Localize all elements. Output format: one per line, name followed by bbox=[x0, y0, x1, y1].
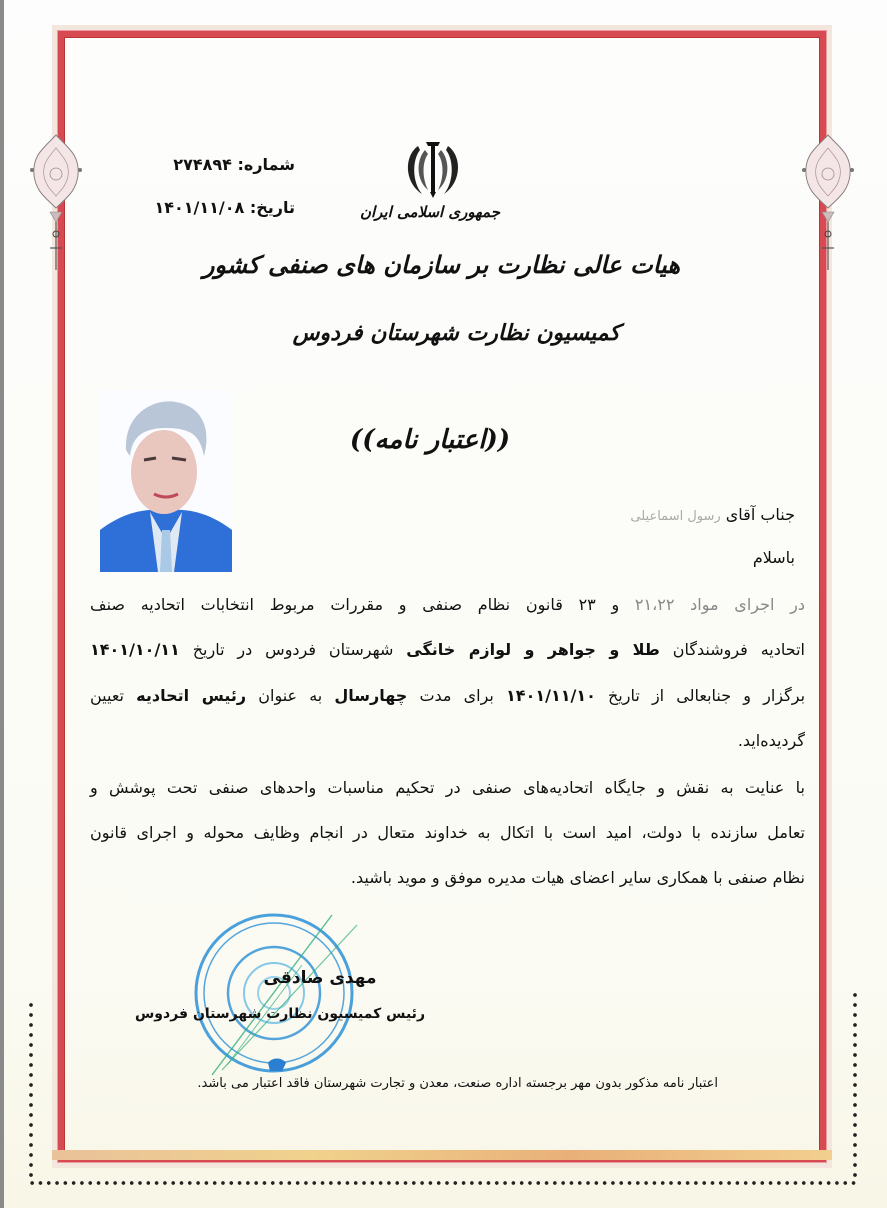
paragraph2-line: نظام صنفی با همکاری سایر اعضای هیات مدیره موفق و موید باشید. bbox=[350, 868, 805, 887]
text-run: برای مدت bbox=[407, 686, 507, 705]
number-value: ۲۷۴۸۹۴ bbox=[173, 155, 232, 174]
dotted-border-bottom bbox=[28, 1180, 858, 1186]
greeting: باسلام bbox=[752, 548, 795, 567]
dotted-border-left bbox=[28, 1000, 34, 1180]
text-run: ۱۴۰۱/۱۰/۱۱ bbox=[90, 640, 180, 659]
number-label: شماره: bbox=[237, 155, 295, 174]
paragraph1-line bbox=[90, 686, 805, 705]
paragraph1-line bbox=[90, 595, 805, 614]
gold-border-strip bbox=[52, 1150, 832, 1160]
paragraph1-line bbox=[90, 640, 805, 659]
text-run: برگزار و جنابعالی از تاریخ bbox=[595, 686, 806, 705]
dotted-border-right bbox=[852, 990, 858, 1182]
scan-edge bbox=[0, 0, 4, 1208]
text-run: به عنوان bbox=[246, 686, 335, 705]
text-run: اتحادیه فروشندگان bbox=[659, 640, 805, 659]
text-run: طلا و جواهر و لوازم خانگی bbox=[406, 640, 660, 659]
text-run: رئیس اتحادیه bbox=[136, 686, 247, 705]
text-run: شهرستان فردوس در تاریخ bbox=[179, 640, 407, 659]
signer-name: مهدی صادقی bbox=[263, 968, 377, 988]
recipient-line bbox=[430, 505, 795, 524]
right-ornament-icon bbox=[800, 130, 856, 280]
portrait-photo bbox=[100, 390, 232, 572]
date-value: ۱۴۰۱/۱۱/۰۸ bbox=[154, 198, 245, 217]
validity-footnote: اعتبار نامه مذکور بدون مهر برجسته اداره صنعت، معدن و تجارت شهرستان فاقد اعتبار می باشد. bbox=[197, 1076, 718, 1091]
recipient-name: رسول اسماعیلی bbox=[630, 509, 721, 524]
text-run: گردیده‌اید. bbox=[737, 731, 805, 750]
left-ornament-icon bbox=[28, 130, 84, 280]
recipient-prefix: جناب آقای bbox=[725, 505, 795, 524]
text-run: ۱۴۰۱/۱۱/۱۰ bbox=[506, 686, 596, 705]
text-run: تعیین bbox=[90, 686, 137, 705]
commission-title: کمیسیون نظارت شهرستان فردوس bbox=[292, 320, 620, 346]
paragraph2-line: با عنایت به نقش و جایگاه اتحادیه‌های صنفی در تحکیم مناسبات واحدهای صنفی تحت پوشش و bbox=[90, 778, 805, 797]
official-seal-stamp bbox=[182, 905, 367, 1080]
text-run: در اجرای مواد bbox=[674, 595, 806, 614]
paragraph2-line: تعامل سازنده با دولت، امید است با اتکال به خداوند متعال در انجام وظایف محوله و اجرای قانون bbox=[90, 823, 805, 842]
organization-title: هیات عالی نظارت بر سازمان های صنفی کشور bbox=[202, 250, 680, 279]
text-run: ۲۱،۲۲ bbox=[634, 595, 675, 614]
paragraph1-line bbox=[90, 731, 805, 750]
text-run: و ۲۳ قانون نظام صنفی و مقررات مربوط انتخابات اتحادیه صنف bbox=[90, 595, 635, 614]
signer-title: رئیس کمیسیون نظارت شهرستان فردوس bbox=[134, 1006, 425, 1022]
emblem-caption: جمهوری اسلامی ایران bbox=[359, 203, 500, 221]
text-run: چهارسال bbox=[334, 686, 408, 705]
iran-emblem-icon bbox=[400, 138, 466, 200]
date-label: تاریخ: bbox=[249, 198, 295, 217]
document-title: ((اعتبار نامه)) bbox=[349, 425, 511, 455]
certificate-date bbox=[130, 198, 295, 217]
certificate-number bbox=[130, 155, 295, 174]
